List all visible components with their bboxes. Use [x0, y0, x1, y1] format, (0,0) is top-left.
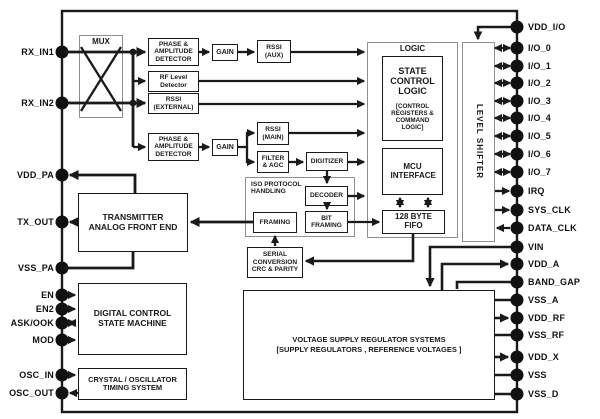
- block-digital-control-state-machine: [78, 283, 187, 355]
- block-label: MCU INTERFACE: [390, 161, 436, 180]
- pin-label-io-3: I/O_3: [528, 96, 552, 106]
- block-voltage-regulator: [243, 290, 495, 400]
- block-filter-agc: [257, 151, 289, 173]
- block-sublabel: [CONTROL REGISTERS & COMMAND LOGIC]: [391, 103, 434, 132]
- block-label: ISO PROTOCOL HANDLING: [251, 181, 302, 196]
- block-phase-amp-detector-2: [148, 133, 199, 161]
- block-label: MUX: [92, 37, 110, 46]
- pin-label-rx-in1: RX_IN1: [21, 47, 54, 57]
- pin-label-data-clk: DATA_CLK: [528, 223, 577, 233]
- pin-label-vss-d: VSS_D: [528, 389, 559, 399]
- block-mcu-interface: [382, 148, 443, 195]
- block-rssi-external: [148, 93, 199, 114]
- block-crystal-oscillator: [78, 368, 187, 400]
- block-level-shifter: [462, 42, 495, 242]
- block-label: VOLTAGE SUPPLY REGULATOR SYSTEMS: [292, 334, 446, 344]
- pin-label-vdd-a: VDD_A: [528, 259, 560, 269]
- block-label: FILTER & AGC: [261, 154, 285, 169]
- block-label: RSSI (EXTERNAL): [153, 96, 194, 111]
- block-label: PHASE & AMPLITUDE DETECTOR: [154, 40, 193, 63]
- pin-label-io-5: I/O_5: [528, 131, 552, 141]
- block-state-control-logic: [382, 56, 443, 141]
- pin-label-band-gap: BAND_GAP: [528, 277, 581, 287]
- block-label: RSSI (MAIN): [262, 126, 284, 141]
- block-label: 128 BYTE FIFO: [395, 212, 432, 230]
- block-128-byte-fifo: [382, 210, 445, 234]
- block-gain-2: [212, 139, 238, 156]
- block-framing: [253, 212, 297, 233]
- block-label: RSSI (AUX): [264, 44, 284, 59]
- pin-label-rx-in2: RX_IN2: [21, 98, 54, 108]
- block-label: DIGITAL CONTROL STATE MACHINE: [93, 308, 172, 328]
- block-bit-framing: [305, 211, 348, 233]
- block-label: GAIN: [216, 48, 234, 56]
- block-label: DIGITIZER: [310, 157, 344, 165]
- pin-label-osc-out: OSC_OUT: [9, 388, 54, 398]
- pin-label-vdd-io: VDD_I/O: [528, 22, 566, 32]
- pin-label-en: EN: [41, 290, 54, 300]
- block-label: CRYSTAL / OSCILLATOR TIMING SYSTEM: [88, 374, 177, 392]
- pin-label-vss: VSS: [528, 370, 547, 380]
- pin-label-vdd-x: VDD_X: [528, 352, 560, 362]
- block-rssi-aux: [257, 40, 291, 63]
- pin-label-io-1: I/O_1: [528, 61, 552, 71]
- pin-label-io-0: I/O_0: [528, 43, 552, 53]
- pin-label-ask-ook: ASK/OOK: [10, 318, 54, 328]
- pin-label-en2: EN2: [35, 304, 54, 314]
- pin-label-io-2: I/O_2: [528, 78, 552, 88]
- pin-label-vdd-pa: VDD_PA: [16, 170, 54, 180]
- block-gain-1: [212, 44, 238, 61]
- block-label: STATE CONTROL LOGIC: [390, 65, 435, 96]
- pin-label-vin: VIN: [528, 242, 544, 252]
- pin-label-vss-pa: VSS_PA: [17, 263, 54, 273]
- pin-label-io-6: I/O_6: [528, 149, 552, 159]
- block-label: LEVEL SHIFTER: [474, 104, 484, 180]
- block-phase-amp-detector-1: [148, 38, 199, 66]
- pin-label-sys-clk: SYS_CLK: [528, 205, 571, 215]
- block-rssi-main: [257, 122, 289, 145]
- block-digitizer: [306, 152, 348, 171]
- pin-label-mod: MOD: [32, 335, 54, 345]
- pin-label-vss-a: VSS_A: [528, 295, 559, 305]
- block-rf-level-detector: [148, 71, 199, 92]
- block-label: SERIAL CONVERSION CRC & PARITY: [251, 251, 299, 274]
- block-label: TRANSMITTER ANALOG FRONT END: [88, 211, 178, 232]
- pin-label-irq: IRQ: [528, 186, 545, 196]
- block-label: RF Level Detector: [159, 74, 188, 89]
- pin-label-io-4: I/O_4: [528, 113, 552, 123]
- block-decoder: [305, 186, 348, 206]
- block-mux: [79, 35, 123, 118]
- block-sublabel: [SUPPLY REGULATORS , REFERENCE VOLTAGES ]: [276, 345, 462, 354]
- block-label: BIT FRAMING: [311, 214, 342, 229]
- block-transmitter-afe: [78, 193, 188, 252]
- block-label: FRAMING: [259, 218, 291, 226]
- pin-label-vdd-rf: VDD_RF: [528, 313, 566, 323]
- pin-label-vss-rf: VSS_RF: [528, 330, 565, 340]
- block-label: LOGIC: [399, 44, 426, 53]
- block-label: GAIN: [216, 143, 234, 151]
- block-label: PHASE & AMPLITUDE DETECTOR: [154, 135, 193, 158]
- pin-label-tx-out: TX_OUT: [17, 217, 54, 227]
- pin-label-io-7: I/O_7: [528, 167, 552, 177]
- block-serial-conversion: [247, 247, 303, 278]
- block-label: DECODER: [310, 192, 343, 200]
- pin-label-osc-in: OSC_IN: [19, 370, 54, 380]
